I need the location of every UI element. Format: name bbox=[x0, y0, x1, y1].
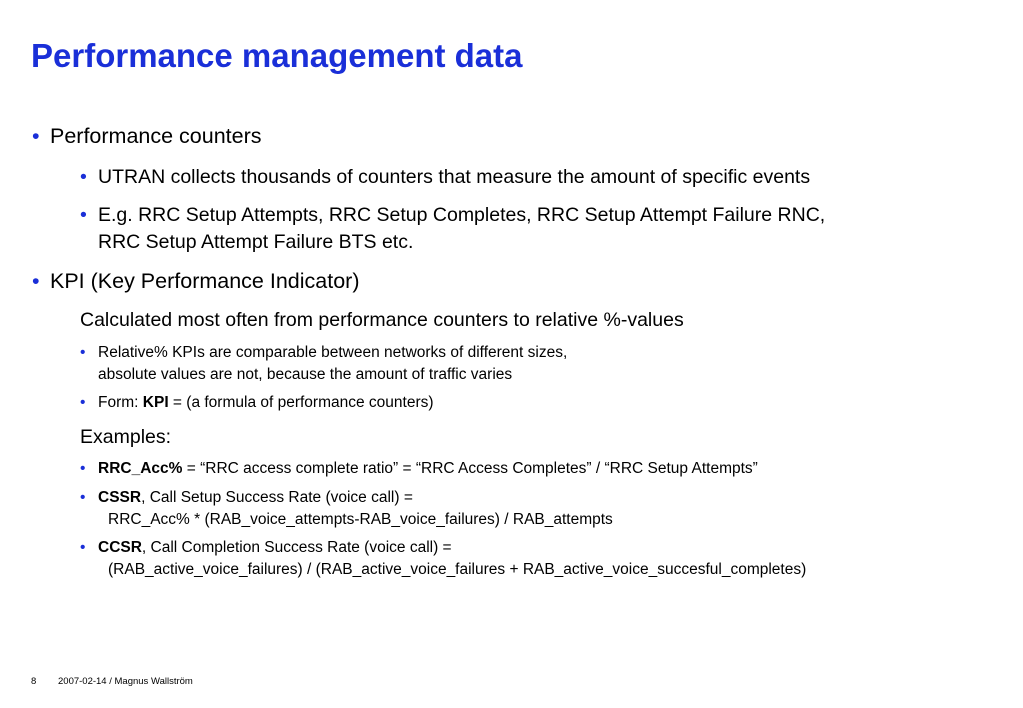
bullet-icon: • bbox=[32, 269, 40, 293]
bullet-icon: • bbox=[80, 539, 86, 556]
form-line bbox=[98, 394, 434, 412]
page-number: 8 bbox=[31, 676, 37, 687]
bullet-icon: • bbox=[80, 460, 86, 477]
examples-label: Examples: bbox=[80, 426, 172, 448]
rrc-acc-definition: = “RRC access complete ratio” = “RRC Access Completes” / “RRC Setup Attempts” bbox=[182, 460, 758, 477]
form-prefix: Form: bbox=[98, 394, 143, 411]
ccsr-formula: (RAB_active_voice_failures) / (RAB_active_voice_failures + RAB_active_voice_succesful_completes) bbox=[108, 561, 807, 578]
cssr-formula: RRC_Acc% * (RAB_voice_attempts-RAB_voice_failures) / RAB_attempts bbox=[108, 511, 613, 528]
example-counters-line1: E.g. RRC Setup Attempts, RRC Setup Completes, RRC Setup Attempt Failure RNC, bbox=[98, 204, 826, 226]
ccsr-term: CCSR bbox=[98, 539, 142, 556]
form-kpi: KPI bbox=[142, 394, 169, 411]
relative-kpi-line2: absolute values are not, because the amount of traffic varies bbox=[98, 366, 513, 383]
cssr-definition: , Call Setup Success Rate (voice call) = bbox=[141, 489, 413, 506]
calculated-text: Calculated most often from performance counters to relative %-values bbox=[80, 309, 684, 331]
ccsr-definition: , Call Completion Success Rate (voice call) = bbox=[141, 539, 452, 556]
ccsr-line bbox=[98, 539, 452, 557]
footer-date-author: 2007-02-14 / Magnus Wallström bbox=[58, 676, 193, 687]
cssr-term: CSSR bbox=[98, 489, 142, 506]
heading-kpi: KPI (Key Performance Indicator) bbox=[50, 269, 360, 293]
bullet-icon: • bbox=[80, 394, 86, 411]
cssr-line bbox=[98, 489, 413, 507]
rrc-acc-term: RRC_Acc% bbox=[98, 460, 183, 477]
bullet-icon: • bbox=[80, 166, 87, 188]
form-suffix: = (a formula of performance counters) bbox=[168, 394, 434, 411]
relative-kpi-line1: Relative% KPIs are comparable between networks of different sizes, bbox=[98, 344, 568, 361]
page-title: Performance management data bbox=[31, 37, 523, 74]
rrc-acc-line bbox=[98, 460, 758, 478]
bullet-icon: • bbox=[80, 489, 86, 506]
heading-performance-counters: Performance counters bbox=[50, 124, 262, 148]
bullet-icon: • bbox=[80, 344, 86, 361]
utran-text: UTRAN collects thousands of counters that measure the amount of specific events bbox=[98, 166, 811, 188]
bullet-icon: • bbox=[80, 204, 87, 226]
example-counters-line2: RRC Setup Attempt Failure BTS etc. bbox=[98, 231, 414, 253]
bullet-icon: • bbox=[32, 124, 40, 148]
